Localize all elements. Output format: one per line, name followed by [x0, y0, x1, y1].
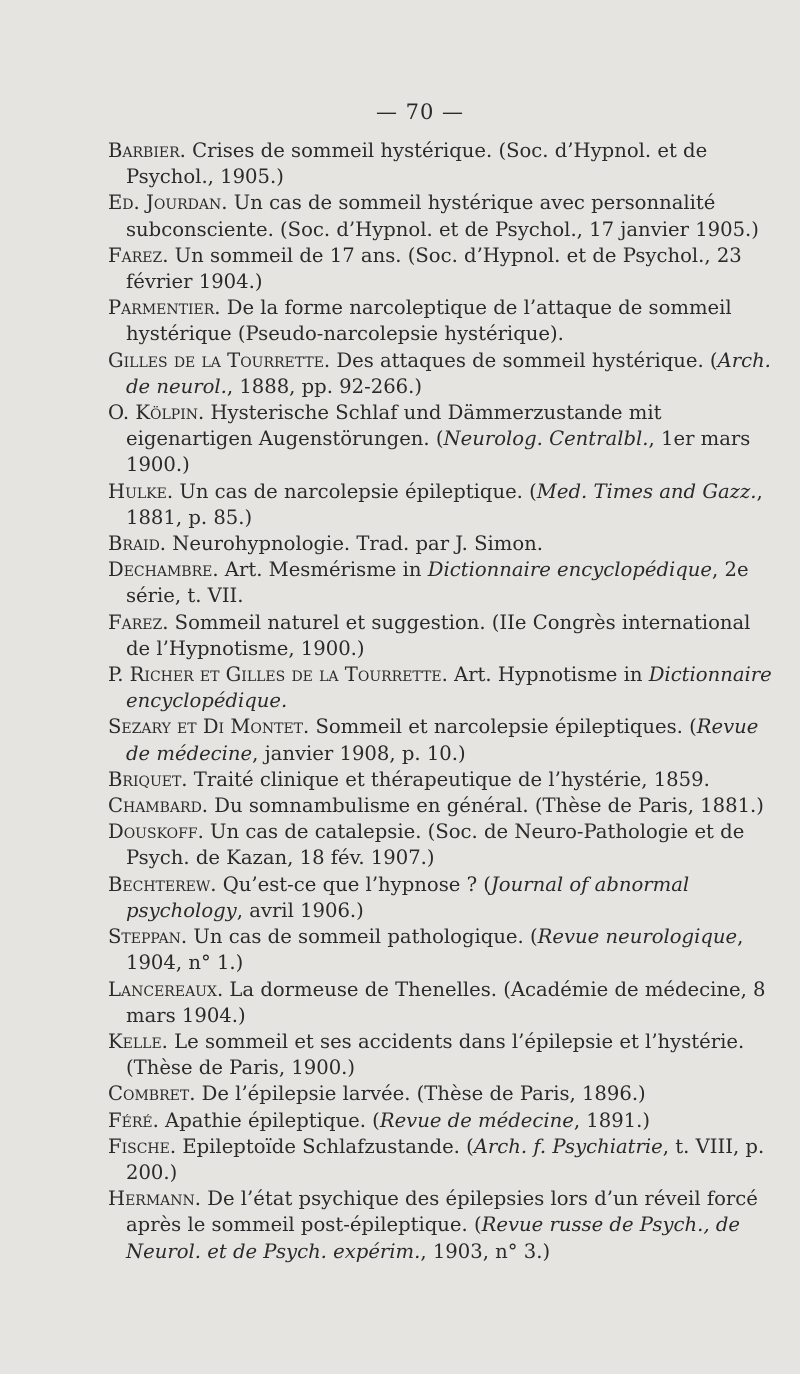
reference-text: Des attaques de sommeil hystérique. ( — [330, 348, 718, 372]
reference-text: Neurohypnologie. Trad. par J. Simon. — [166, 532, 544, 556]
reference-details: , t. VIII, p. 200.) — [126, 1134, 765, 1184]
reference-entry — [108, 190, 780, 242]
reference-author: Féré. — [108, 1108, 159, 1132]
reference-text: Hysterische Schlaf und Dämmerzustande mit eigenartigen Augenstörungen. ( — [126, 401, 662, 451]
reference-text: Art. Hypnotisme in — [447, 663, 649, 687]
reference-author: Sezary et Di Montet. — [108, 715, 310, 739]
reference-text: De l’état psychique des épilepsies lors d’un réveil forcé après le sommeil post-épileptique. ( — [126, 1187, 758, 1237]
reference-author: Braid. — [108, 532, 167, 556]
reference-entry — [108, 557, 780, 609]
reference-entry — [108, 400, 780, 479]
reference-entry — [108, 531, 780, 557]
reference-author: Hermann. — [108, 1187, 202, 1211]
reference-venue: Revue neurologique — [537, 925, 738, 949]
reference-list — [108, 138, 780, 1265]
reference-details: , janvier 1908, p. 10.) — [252, 741, 466, 765]
reference-venue: Neurolog. Centralbl. — [443, 427, 649, 451]
reference-entry — [108, 243, 780, 295]
reference-author: Parmentier. — [108, 296, 221, 320]
reference-details: , 1888, pp. 92-266.) — [226, 374, 423, 398]
reference-entry — [108, 1081, 780, 1107]
reference-entry — [108, 793, 780, 819]
reference-text: De la forme narcoleptique de l’attaque de sommeil hystérique (Pseudo-narcolepsie hystérique). — [126, 296, 732, 346]
reference-entry — [108, 479, 780, 531]
reference-details: , 2e série, t. VII. — [126, 558, 749, 608]
reference-text: Un cas de sommeil hystérique avec personnalité subconsciente. (Soc. d’Hypnol. et de Psychol., 17 janvier 1905.) — [126, 191, 759, 241]
reference-author: Hulke. — [108, 479, 174, 503]
reference-author: Briquet. — [108, 767, 188, 791]
reference-text: De l’épilepsie larvée. (Thèse de Paris, 1896.) — [195, 1082, 646, 1106]
reference-details: , 1881, p. 85.) — [126, 479, 763, 529]
reference-text: Un cas de sommeil pathologique. ( — [187, 925, 538, 949]
reference-author: Combret. — [108, 1082, 196, 1106]
reference-entry — [108, 819, 780, 871]
reference-details: , 1903, n° 3.) — [420, 1239, 551, 1263]
reference-author: Dechambre. — [108, 558, 219, 582]
reference-author: Steppan. — [108, 925, 188, 949]
reference-entry — [108, 872, 780, 924]
reference-text: Le sommeil et ses accidents dans l’épilepsie et l’hystérie. (Thèse de Paris, 1900.) — [126, 1029, 745, 1080]
reference-venue: Arch. de neurol. — [126, 348, 771, 398]
reference-text: Sommeil naturel et suggestion. (IIe Congrès international de l’Hypnotisme, 1900.) — [126, 610, 751, 660]
reference-entry — [108, 924, 780, 976]
reference-author: Lancereaux. — [108, 977, 224, 1001]
reference-venue: Dictionnaire encyclopédique. — [126, 663, 772, 713]
reference-text: Apathie épileptique. ( — [158, 1108, 380, 1132]
page-number: — 70 — — [375, 100, 465, 124]
reference-details: , 1er mars 1900.) — [126, 427, 751, 477]
reference-entry — [108, 1186, 780, 1265]
reference-entry — [108, 348, 780, 400]
reference-text: Qu’est-ce que l’hypnose ? ( — [216, 872, 491, 896]
reference-author: Fische. — [108, 1134, 177, 1158]
reference-details: , 1891.) — [573, 1108, 651, 1132]
reference-venue: Med. Times and Gazz. — [536, 479, 757, 503]
reference-author: Barbier. — [108, 139, 186, 162]
reference-entry — [108, 138, 780, 190]
reference-entry — [108, 1029, 780, 1081]
reference-author: Farez. — [108, 610, 169, 634]
reference-venue: Revue de médecine — [126, 715, 759, 765]
reference-entry — [108, 662, 780, 714]
reference-text: Un sommeil de 17 ans. (Soc. d’Hypnol. et de Psychol., 23 février 1904.) — [126, 243, 742, 294]
reference-text: Un cas de narcolepsie épileptique. ( — [173, 479, 537, 503]
reference-details: , avril 1906.) — [236, 898, 364, 922]
reference-text: Epileptoïde Schlafzustande. ( — [176, 1134, 474, 1158]
reference-text: Sommeil et narcolepsie épileptiques. ( — [309, 715, 697, 739]
reference-entry — [108, 295, 780, 347]
reference-venue: Revue russe de Psych., de Neurol. et de Psych. expérim. — [126, 1213, 740, 1263]
reference-entry — [108, 1108, 780, 1134]
reference-author: Douskoff. — [108, 820, 204, 844]
reference-text: Un cas de catalepsie. (Soc. de Neuro-Pathologie et de Psych. de Kazan, 18 fév. 1907.) — [126, 820, 745, 870]
reference-text: Du somnambulisme en général. (Thèse de Paris, 1881.) — [208, 794, 764, 818]
reference-entry — [108, 610, 780, 662]
reference-entry — [108, 977, 780, 1029]
reference-venue: Journal of abnormal psychology — [126, 872, 690, 922]
reference-text: Crises de sommeil hystérique. (Soc. d’Hypnol. et de Psychol., 1905.) — [126, 139, 708, 189]
reference-author: Gilles de la Tourrette. — [108, 348, 331, 372]
reference-text: Art. Mesmérisme in — [218, 558, 428, 582]
reference-author: Chambard. — [108, 794, 209, 818]
reference-author: Ed. Jourdan. — [108, 191, 228, 215]
reference-entry — [108, 1134, 780, 1186]
reference-venue: Arch. f. Psychiatrie — [473, 1134, 663, 1158]
reference-text: La dormeuse de Thenelles. (Académie de médecine, 8 mars 1904.) — [126, 977, 766, 1027]
reference-entry — [108, 714, 780, 766]
reference-author: Kelle. — [108, 1029, 168, 1053]
reference-details: , 1904, n° 1.) — [126, 925, 744, 975]
reference-entry — [108, 767, 780, 793]
reference-author: O. Kölpin. — [108, 401, 205, 425]
reference-venue: Revue de médecine — [379, 1108, 574, 1132]
reference-author: P. Richer et Gilles de la Tourrette. — [108, 663, 448, 687]
reference-author: Bechterew. — [108, 872, 217, 896]
reference-author: Farez. — [108, 243, 169, 267]
reference-venue: Dictionnaire encyclopédique — [427, 558, 713, 582]
reference-text: Traité clinique et thérapeutique de l’hystérie, 1859. — [187, 767, 710, 791]
